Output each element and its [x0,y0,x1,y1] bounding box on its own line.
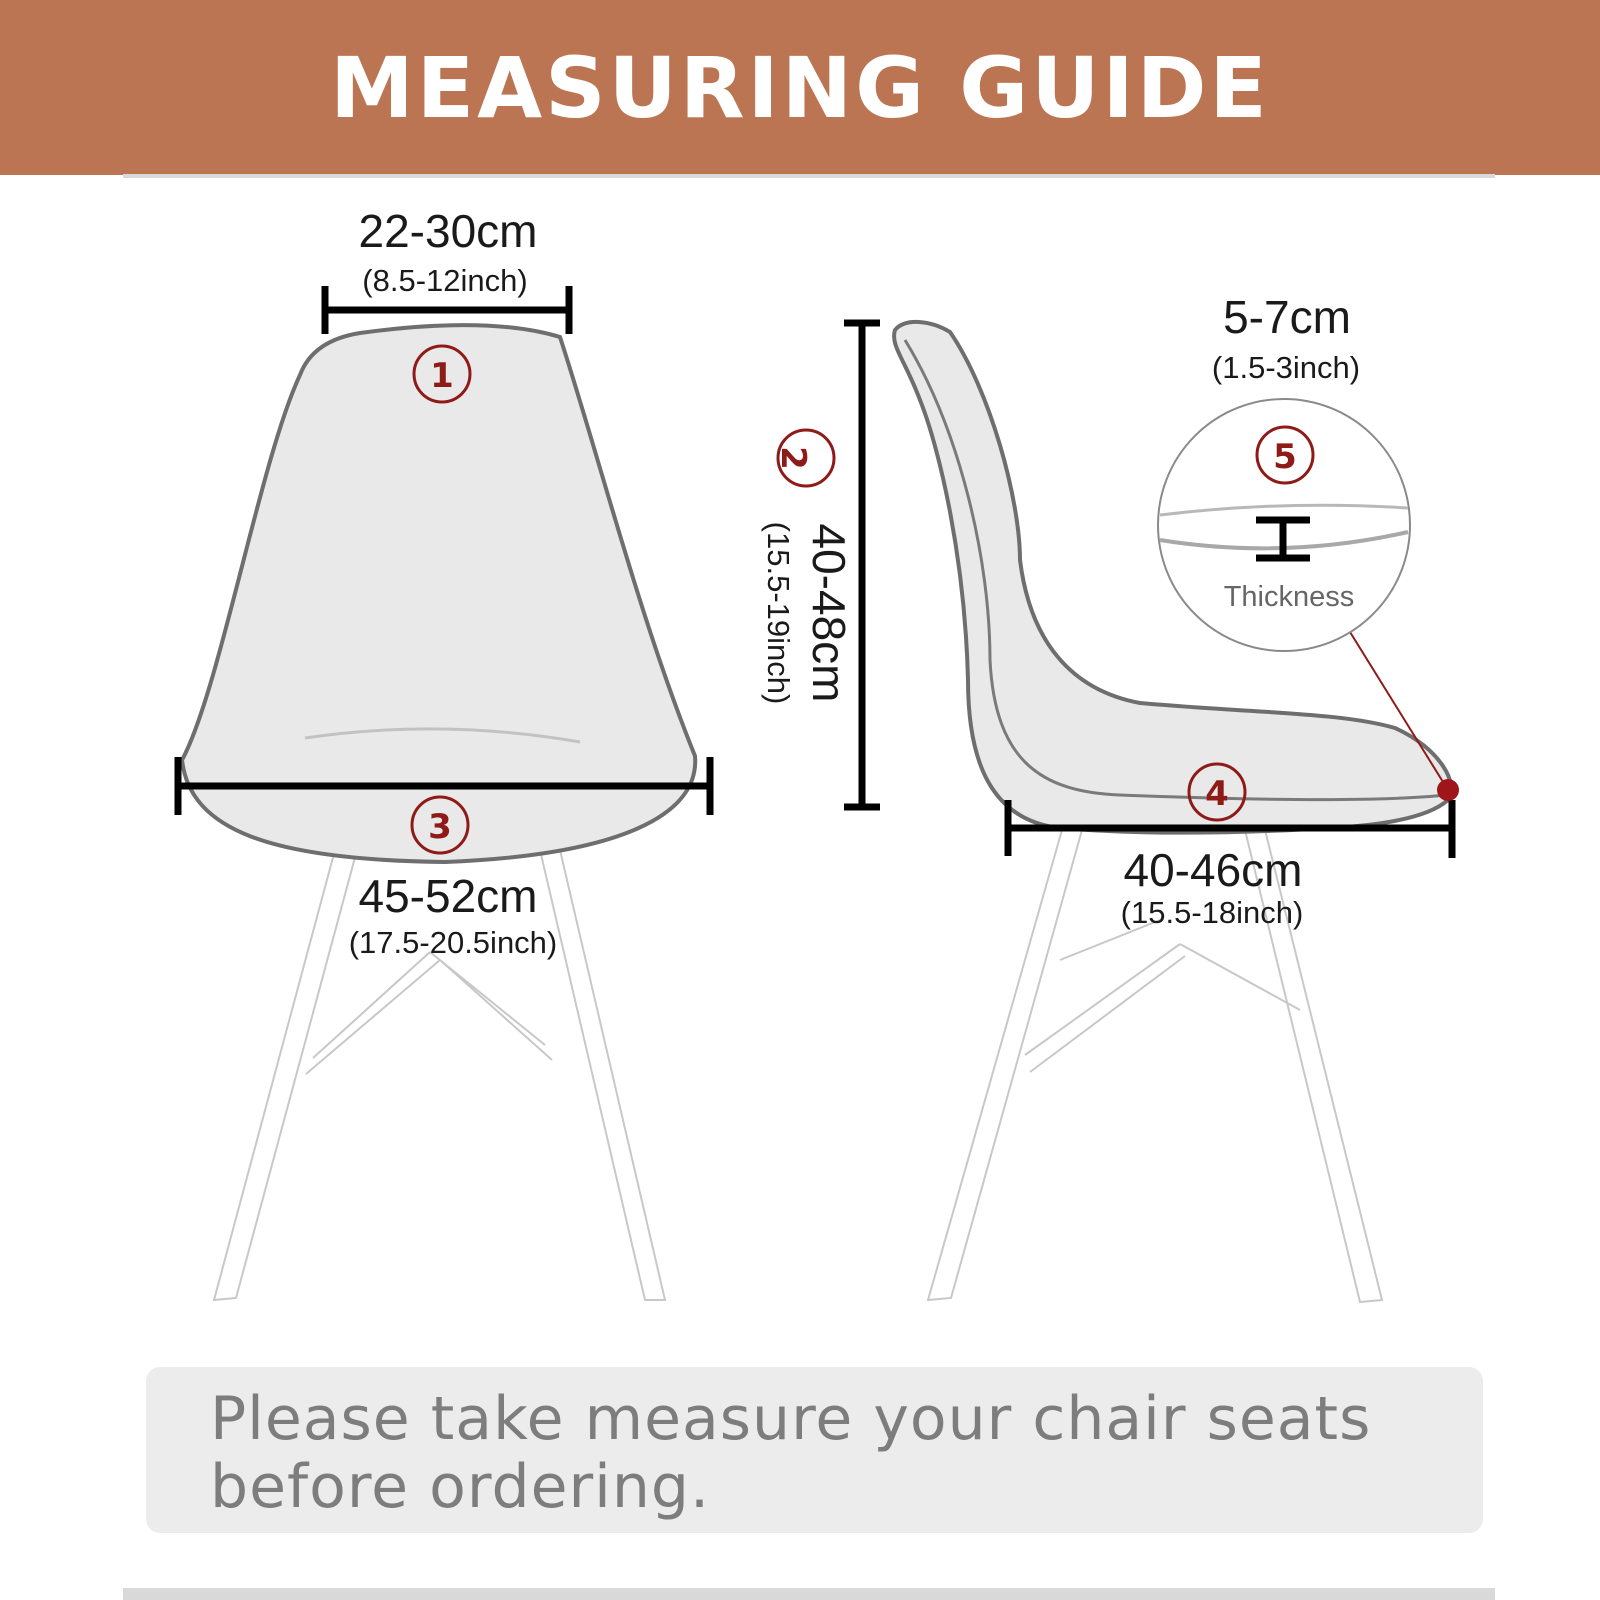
thickness-label: Thickness [1223,581,1355,613]
measure-3-inch: (17.5-20.5inch) [348,925,558,960]
measure-4-inch: (15.5-18inch) [1120,895,1304,930]
marker-1-number: 1 [430,356,454,396]
measure-5-cm: 5-7cm [1223,291,1351,343]
marker-4-number: 4 [1205,774,1229,814]
instruction-text: Please take measure your chair seats before ordering. [210,1384,1372,1522]
thickness-point-dot [1437,779,1459,801]
marker-2-number: 2 [773,446,813,470]
marker-3-number: 3 [428,807,452,847]
measure-2-cm: 40-48cm [803,523,855,703]
marker-5-number: 5 [1273,437,1297,477]
measure-3-cm: 45-52cm [358,870,538,922]
measure-4-cm: 40-46cm [1123,844,1303,896]
front-chair-shell [182,325,695,862]
page-title: MEASURING GUIDE [330,38,1270,137]
measure-1-cm: 22-30cm [358,205,538,257]
measure-1-inch: (8.5-12inch) [362,263,528,298]
measure-2-inch: (15.5-19inch) [761,521,796,705]
measure-5-inch: (1.5-3inch) [1211,350,1361,385]
bottom-divider [123,1588,1495,1600]
instruction-note [146,1367,1483,1533]
